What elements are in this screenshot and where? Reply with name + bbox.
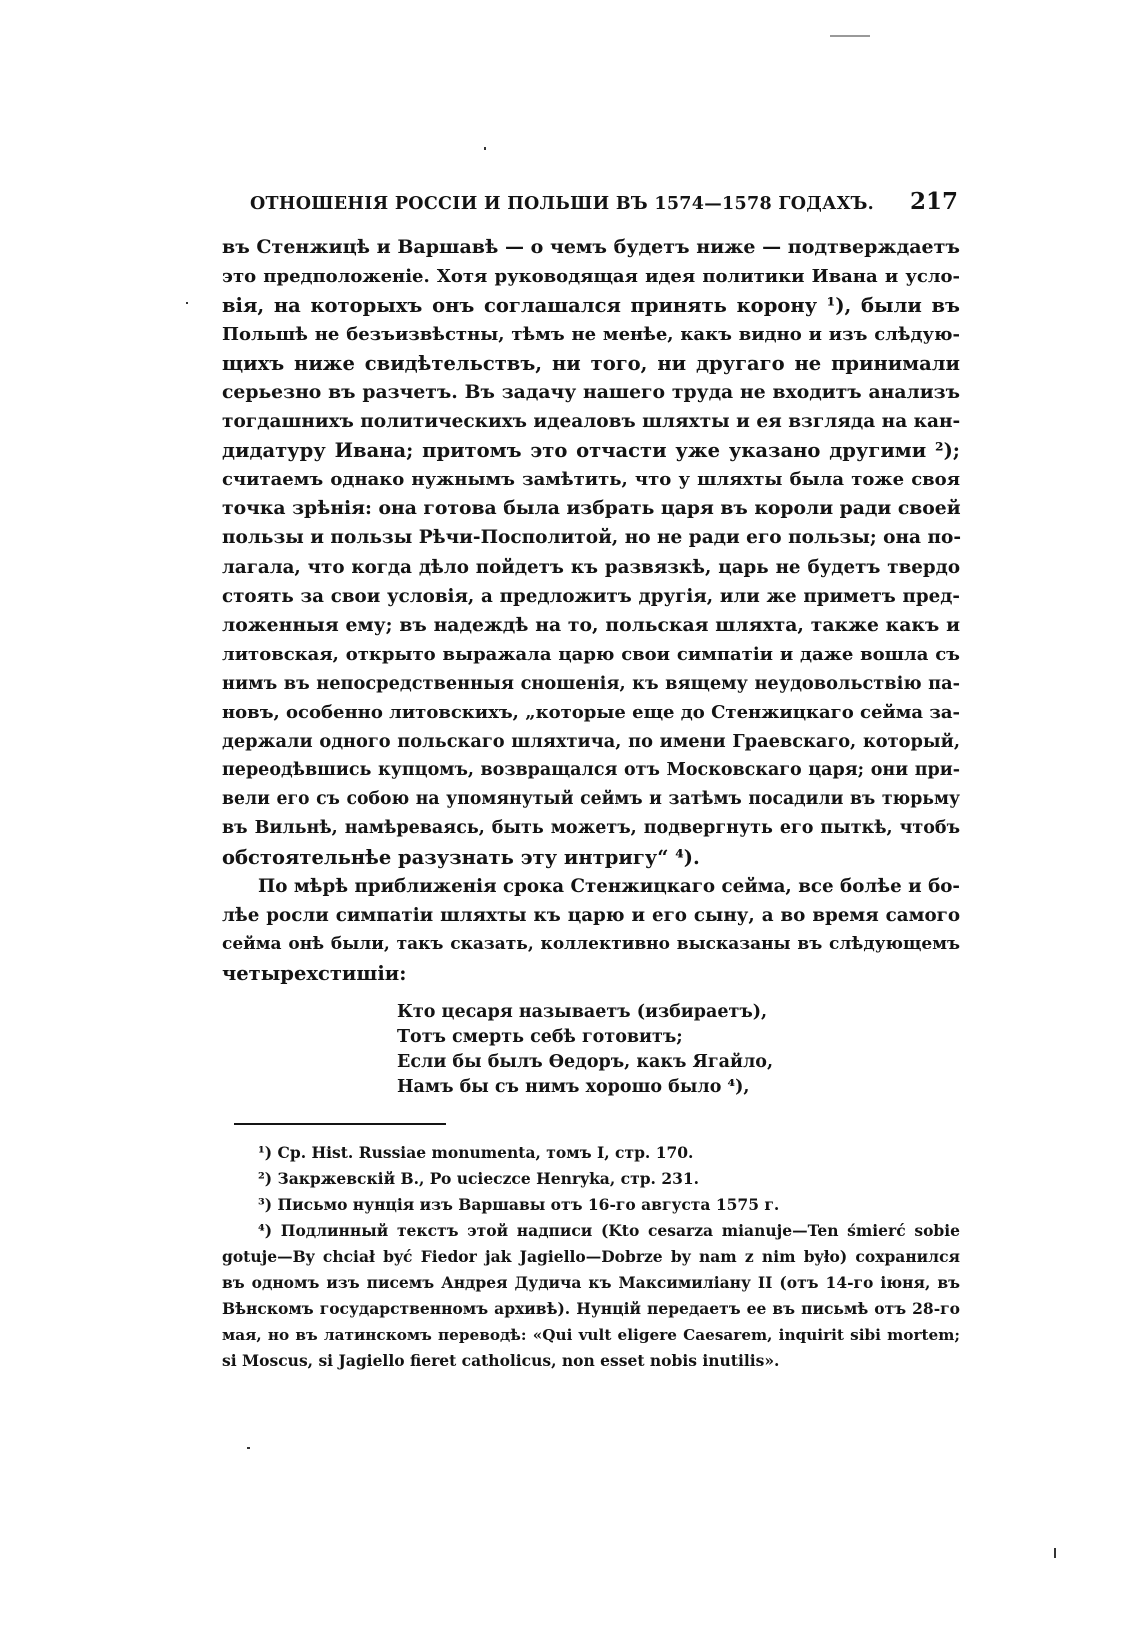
footnotes (222, 1140, 960, 1374)
footnote-line: ³) Письмо нунція изъ Варшавы отъ 16-го августа 1575 г. (258, 1195, 780, 1214)
text-line: въ Вильнѣ, намѣреваясь, быть можетъ, подвергнуть его пыткѣ, чтобъ (222, 817, 960, 838)
text-line: въ Стенжицѣ и Варшавѣ — о чемъ будетъ ниже — подтверждаетъ (222, 236, 960, 258)
scan-speck (1054, 1548, 1056, 1558)
text-line: пользы и пользы Рѣчи-Посполитой, но не ради его пользы; она по- (222, 527, 962, 549)
text-line: лагала, что когда дѣло пойдетъ къ развязкѣ, царь не будетъ твердо (222, 556, 960, 578)
text-line: обстоятельнѣе разузнать эту интригу“ ⁴). (222, 845, 700, 869)
text-line: По мѣрѣ приближенія срока Стенжицкаго сейма, все болѣе и бо- (258, 876, 960, 898)
text-line: серьезно въ разчетъ. Въ задачу нашего труда не входитъ анализъ (222, 381, 960, 404)
text-line: новъ, особенно литовскихъ, „которые еще до Стенжицкаго сейма за- (222, 701, 960, 723)
page-number: 217 (909, 188, 958, 215)
scan-speck (186, 302, 188, 304)
text-line: ложенныя ему; въ надеждѣ на то, польская шляхта, также какъ и (222, 613, 960, 636)
text-line: держали одного польскаго шляхтича, по имени Граевскаго, который, (222, 730, 960, 752)
poem-line: Если бы былъ Өедоръ, какъ Ягайло, (397, 1052, 774, 1072)
quatrain (397, 1000, 773, 1100)
footnote-line: въ одномъ изъ писемъ Андрея Дудича къ Максимиліану II (отъ 14-го іюня, въ (222, 1273, 960, 1292)
poem-line: Кто цесаря называетъ (избираетъ), (397, 1002, 768, 1022)
text-line: лѣе росли симпатіи шляхты къ царю и его сыну, а во время самого (222, 905, 960, 927)
text-line: Польшѣ не безъизвѣстны, тѣмъ не менѣе, какъ видно и изъ слѣдую- (222, 324, 960, 346)
footnote-line: мая, но въ латинскомъ переводѣ: «Qui vult eligere Caesarem, inquirit sibi mortem; (222, 1326, 960, 1344)
footnote-separator (234, 1123, 446, 1125)
footnote-line: ²) Закржевскій В., Po ucieczce Henryka, стр. 231. (258, 1169, 700, 1188)
scan-speck (247, 1447, 250, 1449)
footnote-line: ¹) Ср. Hist. Russiae monumenta, томъ I, стр. 170. (258, 1143, 694, 1162)
text-line: это предположеніе. Хотя руководящая идея политики Ивана и усло- (222, 266, 960, 288)
header-title: ОТНОШЕНІЯ РОССІИ И ПОЛЬШИ ВЪ 1574—1578 ГОДАХЪ. (250, 194, 875, 214)
text-line: щихъ ниже свидѣтельствъ, ни того, ни другаго не принимали (222, 352, 960, 376)
text-line: сейма онѣ были, такъ сказать, коллективно высказаны въ слѣдующемъ (222, 934, 960, 955)
scan-speck (484, 147, 486, 150)
text-line: четырехстишіи: (222, 962, 407, 986)
footnote-line: si Moscus, si Jagiello fieret catholicus, non esset nobis inutilis». (222, 1351, 780, 1370)
main-text (222, 233, 960, 988)
footnote-line: gotuje—By chciał być Fiedor jak Jagiello—Dobrze by nam z nim było) сохранился (222, 1247, 960, 1266)
footnote-line: ⁴) Подлинный текстъ этой надписи (Kto cesarza mianuje—Ten śmierć sobie (258, 1221, 960, 1240)
poem-line: Тотъ смерть себѣ готовитъ; (397, 1027, 683, 1047)
text-line: точка зрѣнія: она готова была избрать царя въ короли ради своей (222, 497, 961, 520)
text-line: считаемъ однако нужнымъ замѣтить, что у шляхты была тоже своя (222, 469, 960, 491)
text-line: тогдашнихъ политическихъ идеаловъ шляхты и ея взгляда на кан- (222, 411, 961, 433)
text-line: вія, на которыхъ онъ соглашался принять корону ¹), были въ (222, 294, 960, 318)
scan-speck (830, 35, 870, 37)
running-header (250, 188, 958, 215)
text-line: переодѣвшись купцомъ, возвращался отъ Московскаго царя; они при- (222, 759, 960, 780)
text-line: нимъ въ непосредственныя сношенія, къ вящему неудовольствію па- (222, 672, 960, 694)
text-line: стоять за свои условія, а предложитъ другія, или же приметъ пред- (222, 585, 960, 607)
poem-line: Намъ бы съ нимъ хорошо было ⁴), (397, 1077, 750, 1097)
text-line: вели его съ собою на упомянутый сеймъ и затѣмъ посадили въ тюрьму (222, 788, 960, 809)
text-line: дидатуру Ивана; притомъ это отчасти уже указано другими ²); (222, 439, 960, 463)
text-line: литовская, открыто выражала царю свои симпатіи и даже вошла съ (222, 643, 960, 665)
footnote-line: Вѣнскомъ государственномъ архивѣ). Нунцій передаетъ ее въ письмѣ отъ 28-го (222, 1299, 960, 1318)
